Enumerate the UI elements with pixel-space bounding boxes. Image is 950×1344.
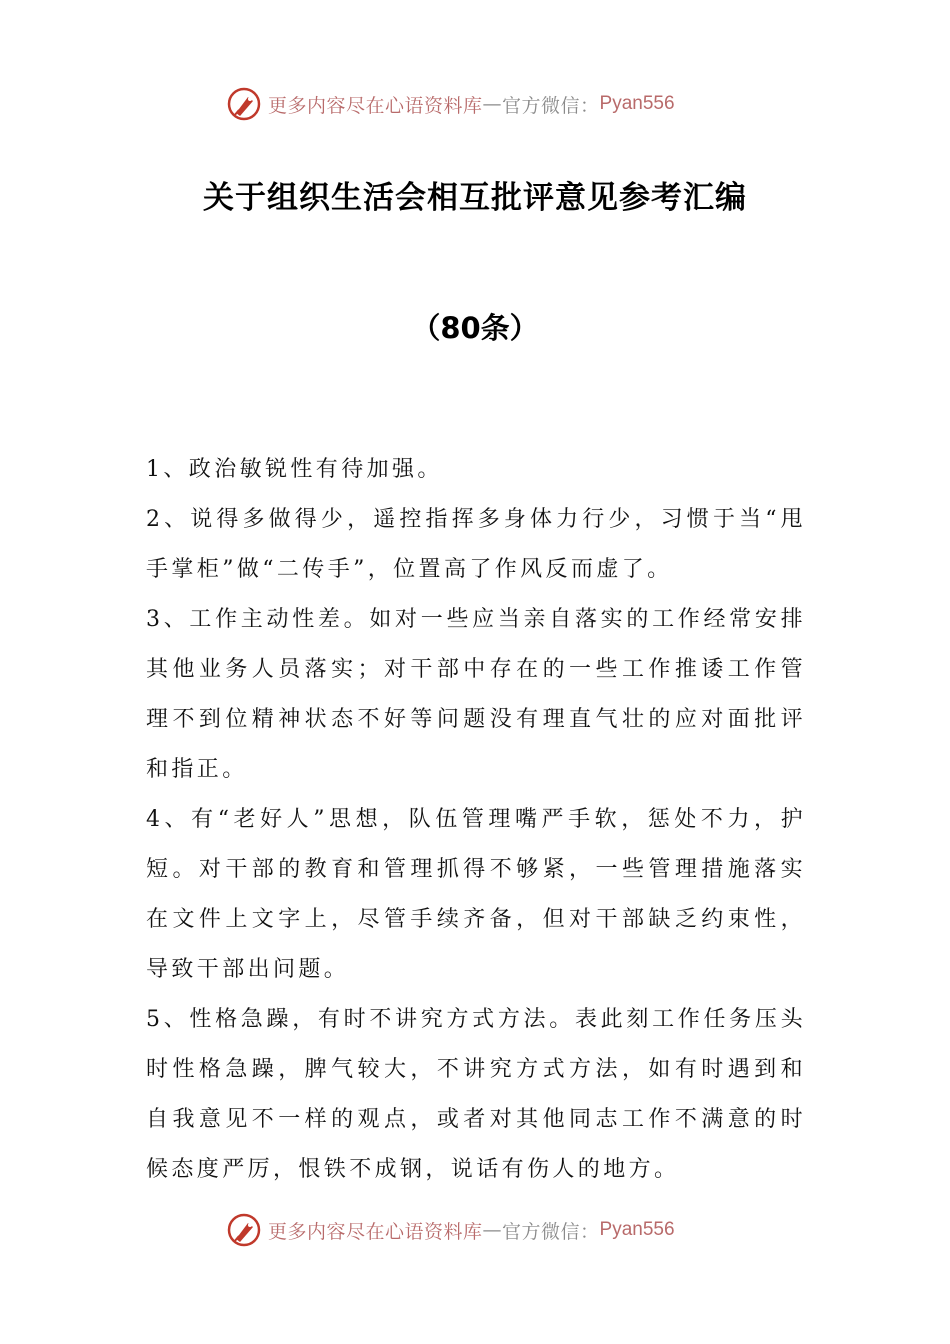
document-subtitle: （80条） [411, 311, 539, 345]
list-item: 1、政治敏锐性有待加强。 [146, 457, 443, 482]
watermark-wechat-id: Pyan556 [599, 93, 675, 114]
list-item: 3、工作主动性差。如对一些应当亲自落实的工作经常安排其他业务人员落实；对干部中存在的一些工作推诿工作管理不到位精神状态不好等问题没有理直气壮的应对面批评和指正。 [146, 607, 806, 782]
list-item: 5、性格急躁，有时不讲究方式方法。表此刻工作任务压头时性格急躁，脾气较大，不讲究方式方法，如有时遇到和自我意见不一样的观点，或者对其他同志工作不满意的时候态度严厉，恨铁不成钢，说话有伤人的地方。 [146, 1007, 806, 1182]
document-body [146, 445, 806, 1195]
header-watermark [226, 84, 675, 124]
watermark-wechat-label: 官方微信： [502, 1220, 600, 1243]
watermark-text: 更多内容尽在心语资料库 [268, 94, 483, 117]
document-title: 关于组织生活会相互批评意见参考汇编 [203, 180, 747, 216]
watermark-wechat-id: Pyan556 [599, 1219, 675, 1240]
watermark-wechat-label: 官方微信： [502, 94, 600, 117]
watermark-separator: — [482, 93, 503, 115]
watermark-separator: — [482, 1219, 503, 1241]
pen-nib-logo-icon [226, 86, 262, 122]
footer-watermark [226, 1210, 675, 1250]
watermark-text: 更多内容尽在心语资料库 [268, 1220, 483, 1243]
pen-nib-logo-icon [226, 1212, 262, 1248]
list-item: 4、有“老好人”思想，队伍管理嘴严手软，惩处不力，护短。对干部的教育和管理抓得不够紧，一些管理措施落实在文件上文字上，尽管手续齐备，但对干部缺乏约束性，导致干部出问题。 [146, 807, 806, 982]
list-item: 2、说得多做得少，遥控指挥多身体力行少，习惯于当“甩手掌柜”做“二传手”，位置高了作风反而虚了。 [146, 507, 806, 582]
